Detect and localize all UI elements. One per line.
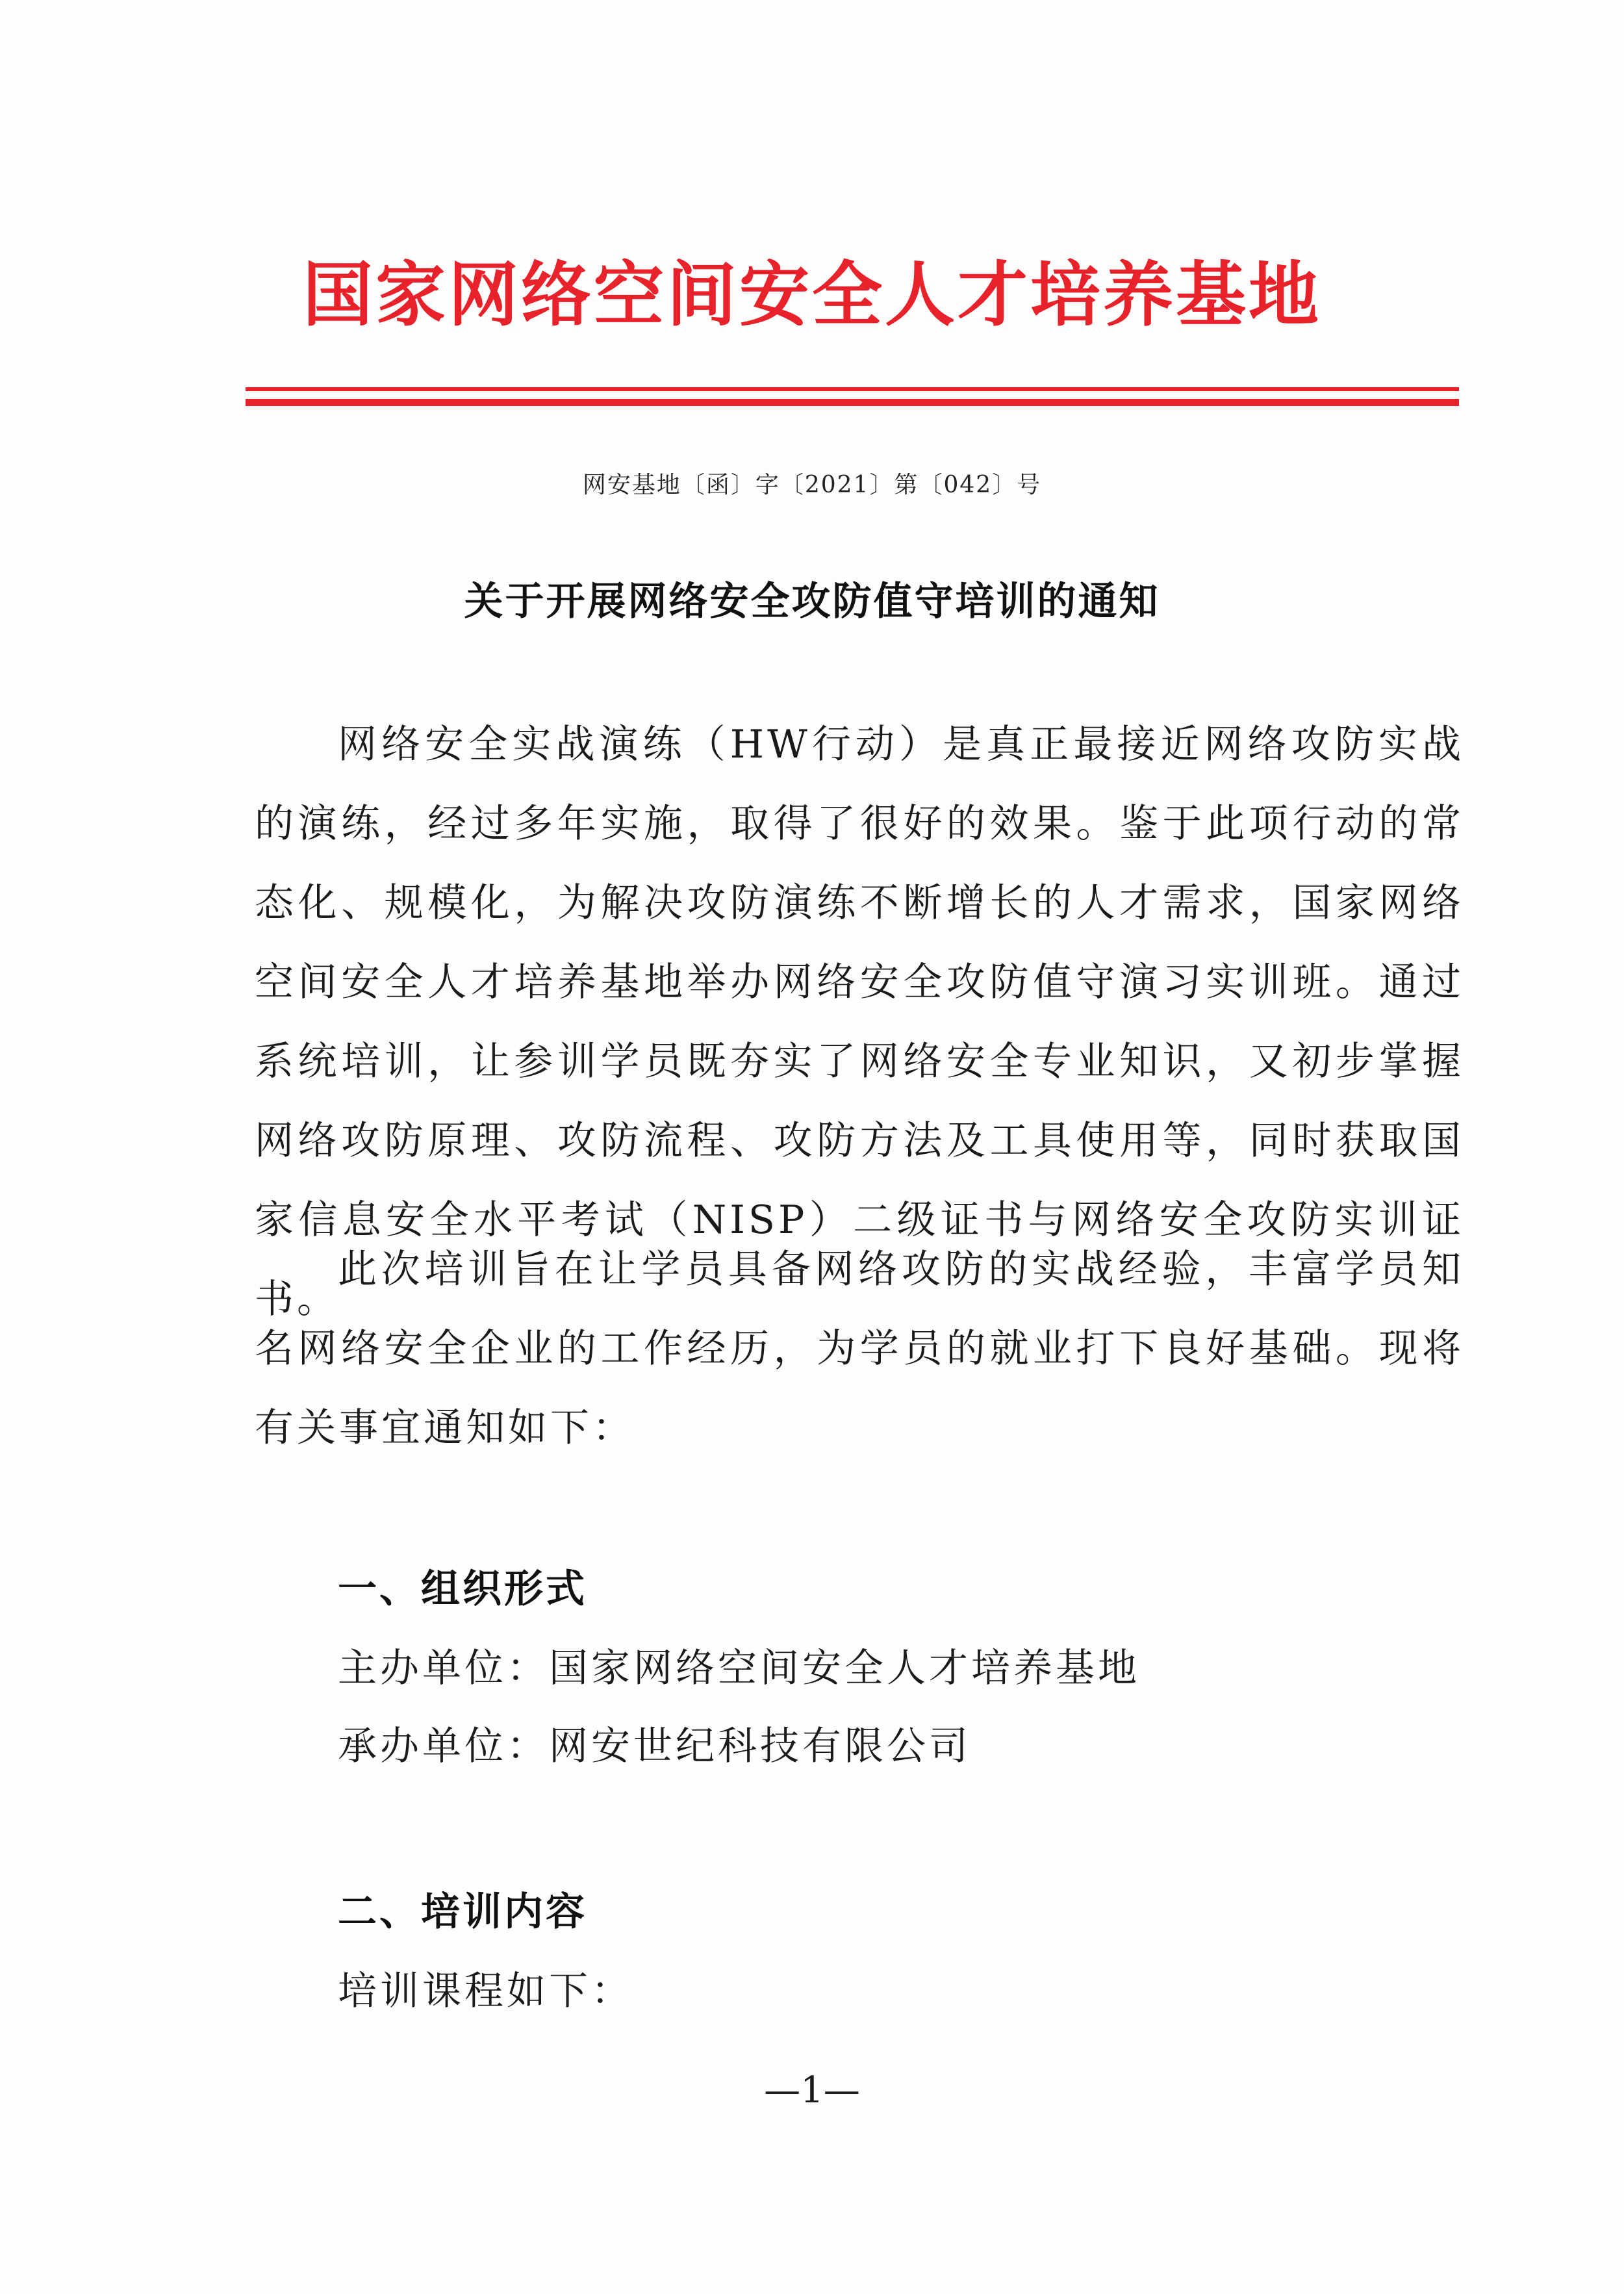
section-heading-organization: 一、组织形式 <box>338 1566 587 1612</box>
body-paragraph-1: 网络安全实战演练（HW行动）是真正最接近网络攻防实战的演练，经过多年实施，取得了很好的效果。鉴于此项行动的常态化、规模化，为解决攻防演练不断增长的人才需求，国家网络空间安全人才培养基地举办网络安全攻防值守演习实训班。通过系统培训，让参训学员既夯实了网络安全专业知识，又初步掌握网络攻防原理、攻防流程、攻防方法及工具使用等，同时获取国家信息安全水平考试（NISP）二级证书与网络安全攻防实训证书。 <box>255 722 1464 1322</box>
page-number: —1— <box>764 2069 860 2111</box>
notice-title: 关于开展网络安全攻防值守培训的通知 <box>464 579 1160 624</box>
document-number: 网安基地〔函〕字〔2021〕第〔042〕号 <box>582 472 1042 498</box>
letterhead-rule-thin <box>246 387 1459 391</box>
host-unit-line: 主办单位：国家网络空间安全人才培养基地 <box>338 1646 1140 1691</box>
courses-intro-line: 培训课程如下： <box>338 1969 633 2014</box>
section-heading-training-content: 二、培训内容 <box>338 1889 587 1935</box>
letterhead-rule-thick <box>246 399 1459 406</box>
undertaking-unit-line: 承办单位：网安世纪科技有限公司 <box>338 1724 971 1769</box>
organization-letterhead: 国家网络空间安全人才培养基地 <box>302 255 1321 336</box>
body-paragraph-2: 此次培训旨在让学员具备网络攻防的实战经验，丰富学员知名网络安全企业的工作经历，为学员的就业打下良好基础。现将有关事宜通知如下： <box>255 1247 1464 1451</box>
